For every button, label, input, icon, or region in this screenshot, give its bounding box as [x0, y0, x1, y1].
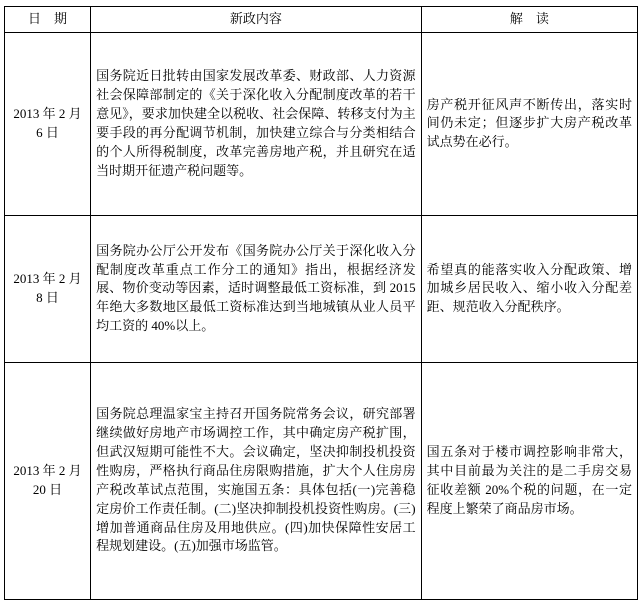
- cell-analysis: 房产税开征风声不断传出，落实时间仍未定；但逐步扩大房产税改革试点势在必行。: [421, 32, 637, 215]
- cell-date: 2013 年 2 月 8 日: [5, 215, 91, 362]
- cell-analysis: 国五条对于楼市调控影响非常大，其中目前最为关注的是二手房交易征收差额 20%个税的问题，在一定程度上繁荣了商品房市场。: [421, 362, 637, 599]
- table-body: [5, 32, 638, 599]
- column-header-date: 日 期: [5, 7, 91, 33]
- cell-analysis: 希望真的能落实收入分配政策、增加城乡居民收入、缩小收入分配差距、规范收入分配秩序。: [421, 215, 637, 362]
- policy-table: [4, 6, 638, 600]
- column-header-analysis: 解 读: [421, 7, 637, 33]
- table-row: [5, 32, 638, 215]
- table-header: [5, 7, 638, 33]
- cell-date: 2013 年 2 月 6 日: [5, 32, 91, 215]
- table-row: [5, 215, 638, 362]
- table-row: [5, 362, 638, 599]
- cell-content: 国务院总理温家宝主持召开国务院常务会议，研究部署继续做好房地产市场调控工作，其中确定房产税扩围，但武汉短期可能性不大。会议确定，坚决抑制投机投资性购房，严格执行商品住房限购措施，扩大个人住房房产税改革试点范围，实施国五条：具体包括(一)完善稳定房价工作责任制。(二)坚决抑制投机投资性购房。(三)增加普通商品住房及用地供应。(四)加快保障性安居工程规划建设。(五)加强市场监管。: [91, 362, 422, 599]
- column-header-content: 新政内容: [91, 7, 422, 33]
- cell-date: 2013 年 2 月 20 日: [5, 362, 91, 599]
- cell-content: 国务院近日批转由国家发展改革委、财政部、人力资源社会保障部制定的《关于深化收入分配制度改革的若干意见》，要求加快建全以税收、社会保障、转移支付为主要手段的再分配调节机制，加快建立综合与分类相结合的个人所得税制度，改革完善房地产税，并且研究在适当时期开征遗产税问题等。: [91, 32, 422, 215]
- cell-content: 国务院办公厅公开发布《国务院办公厅关于深化收入分配制度改革重点工作分工的通知》指出，根据经济发展、物价变动等因素，适时调整最低工资标准，到 2015 年绝大多数地区最低工资标准达到当地城镇从业人员平均工资的 40%以上。: [91, 215, 422, 362]
- table-header-row: [5, 7, 638, 33]
